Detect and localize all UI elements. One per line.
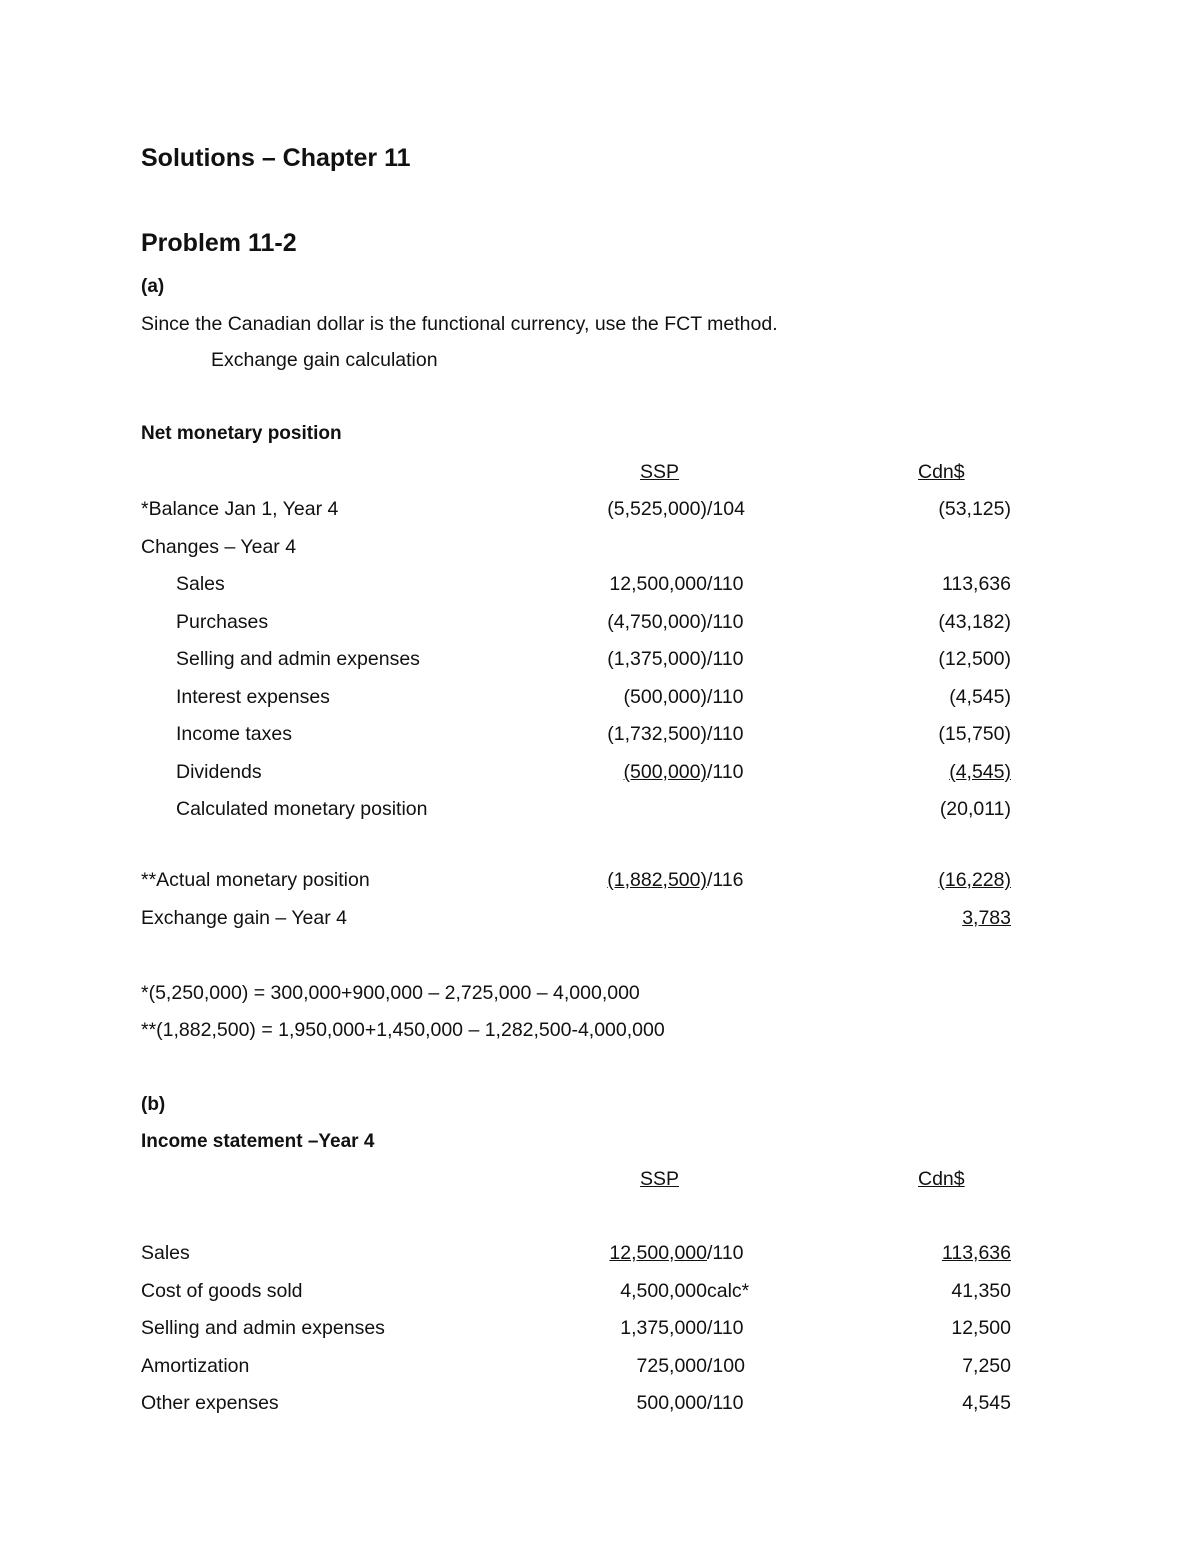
cdn-amount-text: 113,636 bbox=[941, 1242, 1011, 1265]
row-label bbox=[141, 1280, 553, 1303]
ssp-amount-text: (1,882,500) bbox=[607, 869, 707, 892]
exchange-rate-text: /110 bbox=[707, 648, 744, 671]
net-monetary-table bbox=[141, 491, 1021, 829]
cdn-amount-text: 41,350 bbox=[951, 1279, 1011, 1302]
col-header-cdn-a: Cdn$ bbox=[918, 461, 965, 483]
row-label bbox=[141, 648, 553, 671]
row-label bbox=[141, 1392, 553, 1415]
cdn-amount-text: (20,011) bbox=[939, 798, 1011, 821]
row-label-text: Changes – Year 4 bbox=[141, 535, 297, 558]
exchange-rate-text: calc* bbox=[707, 1279, 750, 1302]
ssp-amount bbox=[553, 1242, 707, 1265]
row-label-text: Sales bbox=[141, 1242, 190, 1265]
cdn-amount-text: (4,545) bbox=[949, 760, 1011, 783]
cdn-amount bbox=[869, 907, 1011, 930]
row-label-text: Calculated monetary position bbox=[176, 798, 428, 821]
exchange-rate-text: /100 bbox=[707, 1354, 745, 1377]
table-row bbox=[141, 754, 1021, 792]
exchange-rate bbox=[707, 1392, 759, 1415]
exchange-rate-text: /110 bbox=[707, 1317, 744, 1340]
col-header-ssp-a: SSP bbox=[640, 461, 680, 483]
ssp-amount bbox=[553, 1355, 707, 1378]
cdn-amount bbox=[869, 1280, 1011, 1303]
row-label-text: Selling and admin expenses bbox=[176, 648, 420, 671]
cdn-amount-text: (4,545) bbox=[949, 685, 1011, 708]
row-label-text: Income taxes bbox=[176, 723, 292, 746]
ssp-amount-text: 12,500,000 bbox=[609, 573, 707, 596]
exchange-rate-text: /110 bbox=[707, 1242, 744, 1265]
page-title: Solutions – Chapter 11 bbox=[141, 144, 411, 172]
cdn-amount-text: 113,636 bbox=[941, 573, 1011, 596]
table-row bbox=[141, 566, 1021, 604]
row-label-text: Other expenses bbox=[141, 1392, 279, 1415]
cdn-amount bbox=[869, 761, 1011, 784]
ssp-amount bbox=[553, 869, 707, 892]
cdn-amount-text: 4,545 bbox=[962, 1392, 1011, 1415]
row-label bbox=[141, 536, 553, 559]
exchange-rate bbox=[707, 723, 759, 746]
row-label bbox=[141, 573, 553, 596]
cdn-amount bbox=[869, 1392, 1011, 1415]
ssp-amount bbox=[553, 648, 707, 671]
cdn-amount bbox=[869, 573, 1011, 596]
exchange-rate bbox=[707, 498, 759, 521]
table-row bbox=[141, 791, 1021, 829]
exchange-rate-text: /110 bbox=[707, 610, 744, 633]
row-label bbox=[141, 1355, 553, 1378]
part-b-label: (b) bbox=[141, 1094, 166, 1115]
cdn-amount bbox=[869, 1242, 1011, 1265]
ssp-amount-text: (4,750,000) bbox=[607, 610, 707, 633]
ssp-amount bbox=[553, 761, 707, 784]
cdn-amount bbox=[869, 1317, 1011, 1340]
table-row bbox=[141, 641, 1021, 679]
row-label bbox=[141, 798, 553, 821]
ssp-amount-text: 4,500,000 bbox=[620, 1279, 707, 1302]
table-row bbox=[141, 604, 1021, 642]
exchange-rate-text: /110 bbox=[707, 723, 744, 746]
row-label bbox=[141, 611, 553, 634]
exchange-rate-text: /110 bbox=[707, 573, 744, 596]
cdn-amount-text: 12,500 bbox=[951, 1317, 1011, 1340]
footnote-balance: *(5,250,000) = 300,000+900,000 – 2,725,000 – 4,000,000 bbox=[141, 982, 640, 1004]
cdn-amount bbox=[869, 498, 1011, 521]
part-a-label: (a) bbox=[141, 276, 165, 297]
table-row bbox=[141, 1385, 1021, 1423]
row-label-text: Selling and admin expenses bbox=[141, 1317, 385, 1340]
ssp-amount-text: (1,732,500) bbox=[607, 723, 707, 746]
row-label bbox=[141, 498, 553, 521]
part-a-subtitle: Exchange gain calculation bbox=[211, 349, 438, 371]
row-label bbox=[141, 907, 553, 930]
exchange-rate bbox=[707, 1355, 759, 1378]
exchange-rate bbox=[707, 648, 759, 671]
exchange-rate-text: /110 bbox=[707, 760, 744, 783]
ssp-amount-text: (5,525,000) bbox=[607, 498, 707, 521]
table-row bbox=[141, 1348, 1021, 1386]
cdn-amount bbox=[869, 798, 1011, 821]
exchange-rate bbox=[707, 869, 759, 892]
problem-heading: Problem 11-2 bbox=[141, 229, 297, 257]
table-row bbox=[141, 679, 1021, 717]
ssp-amount-text: 725,000 bbox=[636, 1354, 707, 1377]
row-label-text: Cost of goods sold bbox=[141, 1279, 303, 1302]
cdn-amount bbox=[869, 611, 1011, 634]
ssp-amount-text: (500,000) bbox=[623, 760, 707, 783]
row-label bbox=[141, 869, 553, 892]
exchange-rate bbox=[707, 1242, 759, 1265]
cdn-amount bbox=[869, 869, 1011, 892]
ssp-amount-text: 500,000 bbox=[636, 1392, 707, 1415]
row-label bbox=[141, 723, 553, 746]
ssp-amount-text: 12,500,000 bbox=[609, 1242, 707, 1265]
cdn-amount-text: (43,182) bbox=[938, 610, 1011, 633]
exchange-rate-text: /116 bbox=[707, 869, 744, 892]
cdn-amount bbox=[869, 1355, 1011, 1378]
cdn-amount-text: (12,500) bbox=[938, 648, 1011, 671]
cdn-amount bbox=[869, 686, 1011, 709]
ssp-amount-text: (1,375,000) bbox=[607, 648, 707, 671]
footnote-actual: **(1,882,500) = 1,950,000+1,450,000 – 1,282,500-4,000,000 bbox=[141, 1019, 665, 1041]
col-header-ssp-b: SSP bbox=[640, 1168, 680, 1190]
row-label-text: Interest expenses bbox=[176, 685, 330, 708]
ssp-amount bbox=[553, 573, 707, 596]
row-label-text: Amortization bbox=[141, 1354, 250, 1377]
ssp-amount bbox=[553, 611, 707, 634]
income-statement-heading: Income statement –Year 4 bbox=[141, 1131, 375, 1152]
exchange-rate bbox=[707, 573, 759, 596]
ssp-amount bbox=[553, 498, 707, 521]
ssp-amount-text: (500,000) bbox=[623, 685, 707, 708]
cdn-amount-text: (16,228) bbox=[938, 869, 1011, 892]
row-label-text: Purchases bbox=[176, 610, 269, 633]
cdn-amount-text: 3,783 bbox=[962, 906, 1011, 929]
table-row bbox=[141, 900, 1021, 938]
exchange-rate bbox=[707, 611, 759, 634]
ssp-amount bbox=[553, 723, 707, 746]
ssp-amount bbox=[553, 1317, 707, 1340]
ssp-amount-text: 1,375,000 bbox=[620, 1317, 707, 1340]
exchange-rate bbox=[707, 1280, 759, 1303]
exchange-rate bbox=[707, 686, 759, 709]
exchange-rate-text: /110 bbox=[707, 685, 744, 708]
exchange-rate-text: /104 bbox=[707, 498, 745, 521]
cdn-amount-text: (53,125) bbox=[938, 498, 1011, 521]
row-label-text: Exchange gain – Year 4 bbox=[141, 906, 348, 929]
table-row bbox=[141, 1235, 1021, 1273]
part-a-intro: Since the Canadian dollar is the functional currency, use the FCT method. bbox=[141, 313, 778, 335]
row-label bbox=[141, 1317, 553, 1340]
actual-monetary-table bbox=[141, 862, 1021, 937]
row-label bbox=[141, 761, 553, 784]
table-row bbox=[141, 1273, 1021, 1311]
col-header-cdn-b: Cdn$ bbox=[918, 1168, 965, 1190]
row-label-text: Dividends bbox=[176, 760, 262, 783]
cdn-amount-text: (15,750) bbox=[938, 723, 1011, 746]
ssp-amount bbox=[553, 1392, 707, 1415]
table-row bbox=[141, 529, 1021, 567]
exchange-rate bbox=[707, 761, 759, 784]
net-monetary-heading: Net monetary position bbox=[141, 423, 342, 444]
row-label-text: **Actual monetary position bbox=[141, 869, 370, 892]
exchange-rate bbox=[707, 1317, 759, 1340]
row-label-text: Sales bbox=[176, 573, 225, 596]
ssp-amount bbox=[553, 686, 707, 709]
table-row bbox=[141, 1310, 1021, 1348]
table-row bbox=[141, 491, 1021, 529]
cdn-amount bbox=[869, 648, 1011, 671]
row-label bbox=[141, 686, 553, 709]
row-label-text: *Balance Jan 1, Year 4 bbox=[141, 498, 339, 521]
table-row bbox=[141, 716, 1021, 754]
row-label bbox=[141, 1242, 553, 1265]
table-row bbox=[141, 862, 1021, 900]
cdn-amount-text: 7,250 bbox=[962, 1354, 1011, 1377]
exchange-rate-text: /110 bbox=[707, 1392, 744, 1415]
cdn-amount bbox=[869, 723, 1011, 746]
income-statement-table bbox=[141, 1235, 1021, 1423]
ssp-amount bbox=[553, 1280, 707, 1303]
